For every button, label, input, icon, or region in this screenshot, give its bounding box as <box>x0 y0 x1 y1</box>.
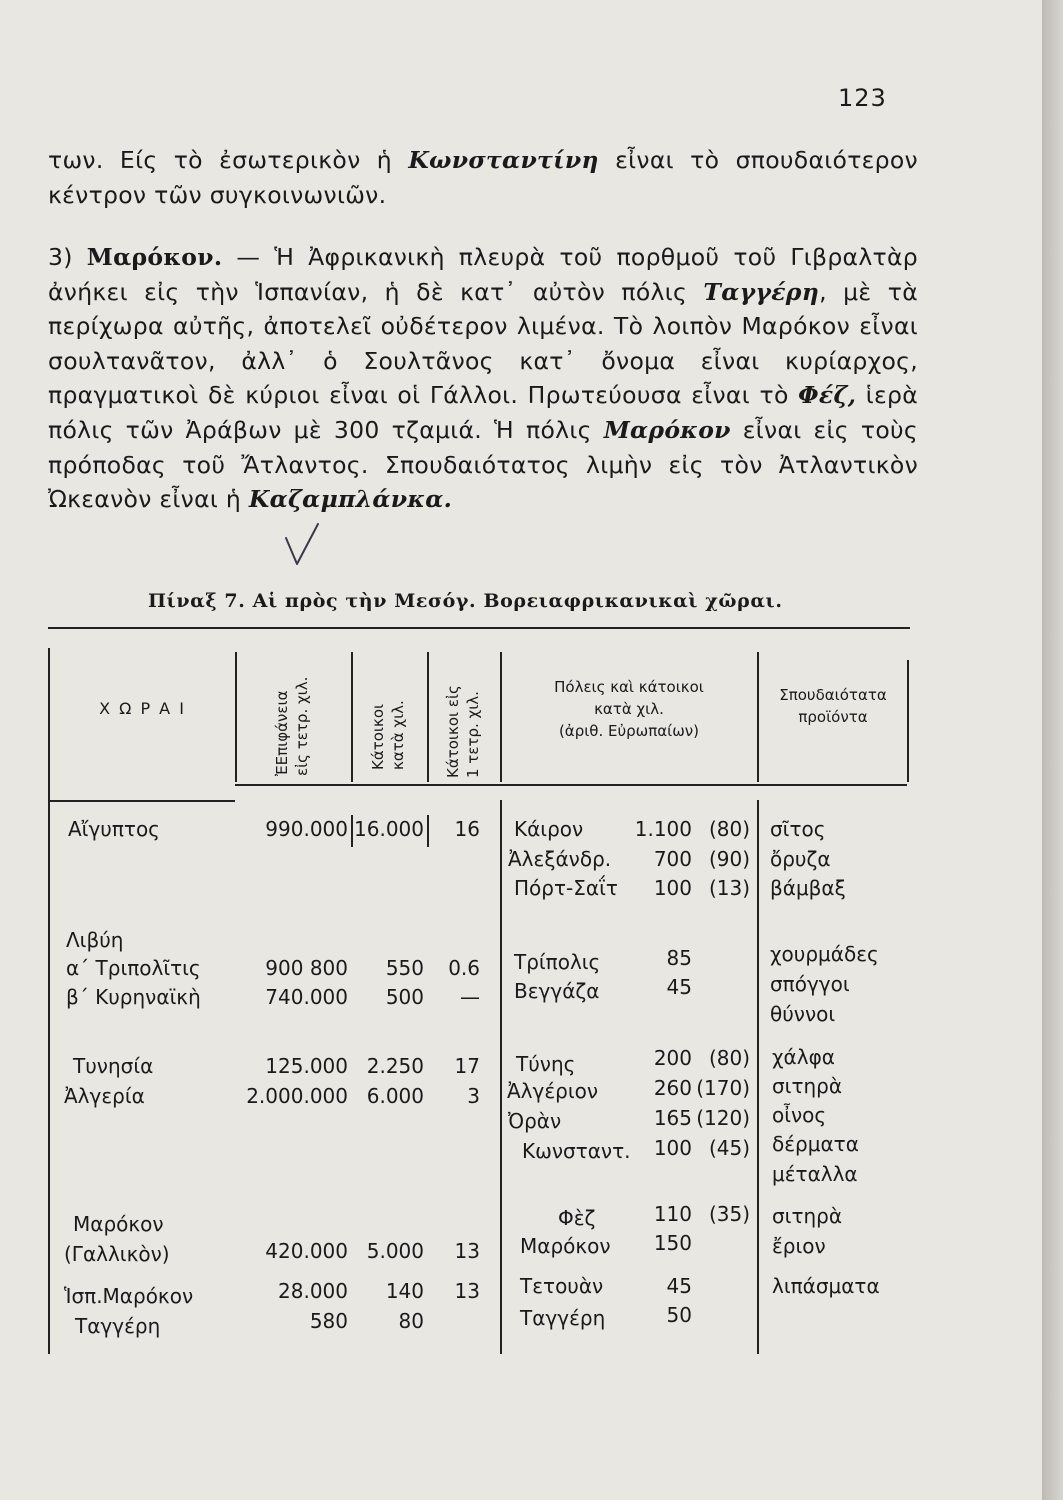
text-span: εἶναι εἰς τοὺς πρόποδας τοῦ Ἄτλαντος. Σπουδαιότατος λιμὴν εἰς τὸν Ἀτλαντικὸν Ὠκεανὸν εἶναι ἡ <box>48 415 918 514</box>
cell-europeans: (45) <box>708 1136 750 1160</box>
cell-product: θύννοι <box>770 1002 836 1026</box>
header-population <box>368 700 408 770</box>
cell-europeans: (90) <box>708 847 750 871</box>
emphasis-fez: Φέζ, <box>798 381 857 410</box>
cell-city-pop: 100 <box>653 876 692 900</box>
cell-product: χουρμάδες <box>770 942 879 966</box>
cell-city: Πόρτ-Σαΐτ <box>514 876 618 900</box>
cell-area: 900 800 <box>265 956 348 980</box>
text-span: ἱερὰ πόλις τῶν Ἀράβων μὲ 300 τζαμιά. Ἡ πόλις <box>48 381 918 444</box>
header-cities-line2: κατὰ χιλ. <box>594 700 664 718</box>
col-divider <box>351 652 353 782</box>
cell-product: σιτηρὰ <box>772 1074 843 1098</box>
cell-population: 140 <box>385 1279 424 1303</box>
header-cities-line1: Πόλεις καὶ κάτοικοι <box>554 678 704 696</box>
header-products-line2: προϊόντα <box>798 708 868 726</box>
cell-density: 3 <box>467 1084 480 1108</box>
cell-europeans: (13) <box>708 876 750 900</box>
section-heading: Μαρόκον. <box>86 243 223 271</box>
cell-country: Αἴγυπτος <box>68 817 160 841</box>
cell-country: Λιβύη <box>66 928 124 952</box>
header-density <box>443 685 483 778</box>
cell-area: 28.000 <box>278 1279 348 1303</box>
header-pop-line1: Κάτοικοι <box>369 703 387 770</box>
cell-product: βάμβαξ <box>770 876 846 900</box>
cell-population: 6.000 <box>366 1084 424 1108</box>
text-span: — Ἡ Ἀφρικανικὴ πλευρὰ τοῦ πορθμοῦ τοῦ Γιβραλτὰρ ἀνήκει εἰς τὴν Ἱσπανίαν, ἡ δὲ κατ᾽ αὐτὸν πόλις <box>48 243 918 306</box>
header-countries: Χ Ω Ρ Α Ι <box>99 699 186 718</box>
col-divider <box>757 800 759 1354</box>
col-divider <box>500 800 502 1354</box>
emphasis-constantine: Κωνσταντίνη <box>408 146 599 174</box>
header-cities-line3: (ἀριθ. Εὐρωπαίων) <box>558 722 700 740</box>
cell-city: Τρίπολις <box>514 950 601 974</box>
cell-product: οἶνος <box>772 1103 827 1127</box>
cell-city: Ἀλγέριον <box>507 1079 599 1103</box>
col-divider <box>427 652 429 782</box>
cell-europeans: (80) <box>708 817 750 841</box>
cell-city: Τετουὰν <box>520 1274 604 1298</box>
cell-product: σπόγγοι <box>770 972 850 996</box>
cell-country: Μαρόκον <box>73 1212 164 1236</box>
cell-population: 550 <box>385 956 424 980</box>
cell-population: 500 <box>385 985 424 1009</box>
header-density-line2: 1 τετρ. χιλ. <box>464 691 482 778</box>
table-left-border <box>48 648 50 1354</box>
cell-area: 740.000 <box>265 985 348 1009</box>
cell-country: β΄ Κυρηναϊκὴ <box>66 985 201 1009</box>
cell-product: σῖτος <box>770 817 826 841</box>
text-span: των. Είς τὸ ἐσωτερικὸν ἡ <box>48 146 409 174</box>
emphasis-casablanca: Καζαμπλάνκα. <box>248 485 453 514</box>
handwritten-checkmark-icon <box>282 520 322 570</box>
cell-country: α΄ Τριπολῖτις <box>66 956 201 980</box>
cell-city: Μαρόκον <box>520 1234 611 1258</box>
cell-density: — <box>460 985 480 1009</box>
cell-city: Φὲζ <box>558 1206 596 1230</box>
cell-city: Ταγγέρη <box>520 1306 606 1330</box>
cell-city-pop: 165 <box>653 1106 692 1130</box>
cell-density: 17 <box>454 1054 480 1078</box>
cell-city-pop: 150 <box>653 1231 692 1255</box>
cell-population: 5.000 <box>366 1239 424 1263</box>
cell-europeans: (170) <box>696 1076 750 1100</box>
col-divider <box>757 652 759 782</box>
cell-area: 420.000 <box>265 1239 348 1263</box>
section-number: 3) <box>48 243 87 271</box>
cell-city-pop: 1.100 <box>634 817 692 841</box>
cell-city: Κωνσταντ. <box>522 1139 631 1163</box>
cell-density: 16 <box>454 817 480 841</box>
cell-city: Κάιρον <box>514 817 584 841</box>
cell-city-pop: 85 <box>666 946 692 970</box>
table-top-rule <box>48 627 910 629</box>
cell-country: Ἀλγερία <box>64 1084 145 1108</box>
cell-europeans: (35) <box>708 1202 750 1226</box>
table-caption: Πίναξ 7. Αἱ πρὸς τὴν Μεσόγ. Βορειαφρικανικαὶ χῶραι. <box>148 590 783 612</box>
cell-product: μέταλλα <box>772 1162 858 1186</box>
cell-country: Τυνησία <box>73 1054 154 1078</box>
emphasis-marrakech: Μαρόκον <box>603 415 731 444</box>
cell-europeans: (80) <box>708 1046 750 1070</box>
cell-population: 2.250 <box>366 1054 424 1078</box>
header-area <box>272 677 312 776</box>
emphasis-tangier: Ταγγέρη <box>703 277 820 306</box>
cell-city: Βεγγάζα <box>514 979 600 1003</box>
cell-density: 13 <box>454 1239 480 1263</box>
cell-product: δέρματα <box>772 1132 859 1156</box>
header-bottom-rule-left <box>48 800 235 802</box>
header-products-line1: Σπουδαιότατα <box>779 686 887 704</box>
header-bottom-rule <box>235 784 907 786</box>
cell-product: ὄρυζα <box>770 847 831 871</box>
cell-city-pop: 260 <box>653 1076 692 1100</box>
cell-city-pop: 110 <box>653 1202 692 1226</box>
cell-city-pop: 700 <box>653 847 692 871</box>
cell-area: 580 <box>309 1309 348 1333</box>
text-span: , μὲ τὰ περίχωρα αὐτῆς, ἀποτελεῖ οὐδέτερον λιμένα. Τὸ λοιπὸν Μαρόκον εἶναι σουλτανᾶτον, ἀλλ᾽ ὁ Σουλτᾶνος κατ᾽ ὄνομα εἶναι κυρίαρχος, πραγματικοὶ δὲ κύριοι εἶναι οἱ Γάλλοι. Πρωτεύουσα εἶναι τὸ <box>48 277 918 410</box>
header-area-line1: ἘΕπιφάνεια <box>273 690 291 776</box>
cell-area: 2.000.000 <box>246 1084 348 1108</box>
cell-city-pop: 100 <box>653 1136 692 1160</box>
col-divider <box>235 652 237 782</box>
cell-city: Ὀρὰν <box>508 1109 562 1133</box>
header-area-line2: εἰς τετρ. χιλ. <box>293 676 311 776</box>
cell-country: (Γαλλικὸν) <box>64 1242 170 1266</box>
cell-product: χάλφα <box>772 1045 835 1069</box>
table-right-border <box>907 660 909 782</box>
text-span: εἶναι τὸ σπουδαιότερον κέντρον τῶν συγκοινωνιῶν. <box>48 146 918 209</box>
paragraph-morocco <box>48 240 918 517</box>
cell-density: 0.6 <box>448 956 480 980</box>
header-pop-line2: κατὰ χιλ. <box>389 700 407 770</box>
cell-product: ἔριον <box>772 1234 826 1258</box>
cell-city-pop: 200 <box>653 1046 692 1070</box>
page-number: 123 <box>838 84 887 112</box>
cell-city: Τύνης <box>516 1052 576 1076</box>
header-products <box>760 684 906 728</box>
cell-country: Ἱσπ.Μαρόκον <box>64 1284 194 1308</box>
header-cities <box>505 676 753 742</box>
cell-city: Ἀλεξάνδρ. <box>508 847 612 871</box>
cell-population: 16.000 <box>354 817 424 841</box>
cell-area: 125.000 <box>265 1054 348 1078</box>
cell-product: σιτηρὰ <box>772 1204 843 1228</box>
cell-population: 80 <box>398 1309 424 1333</box>
cell-density: 13 <box>454 1279 480 1303</box>
cell-city-pop: 50 <box>666 1303 692 1327</box>
header-density-line1: Κάτοικοι εἰς <box>444 685 462 778</box>
cell-city-pop: 45 <box>666 1274 692 1298</box>
cell-europeans: (120) <box>696 1106 750 1130</box>
book-spine <box>1042 0 1063 1500</box>
paragraph-constantine <box>48 143 918 212</box>
cell-country: Ταγγέρη <box>75 1314 161 1338</box>
cell-city-pop: 45 <box>666 975 692 999</box>
cell-area: 990.000 <box>265 817 348 841</box>
col-divider <box>500 652 502 782</box>
cell-product: λιπάσματα <box>772 1274 880 1298</box>
